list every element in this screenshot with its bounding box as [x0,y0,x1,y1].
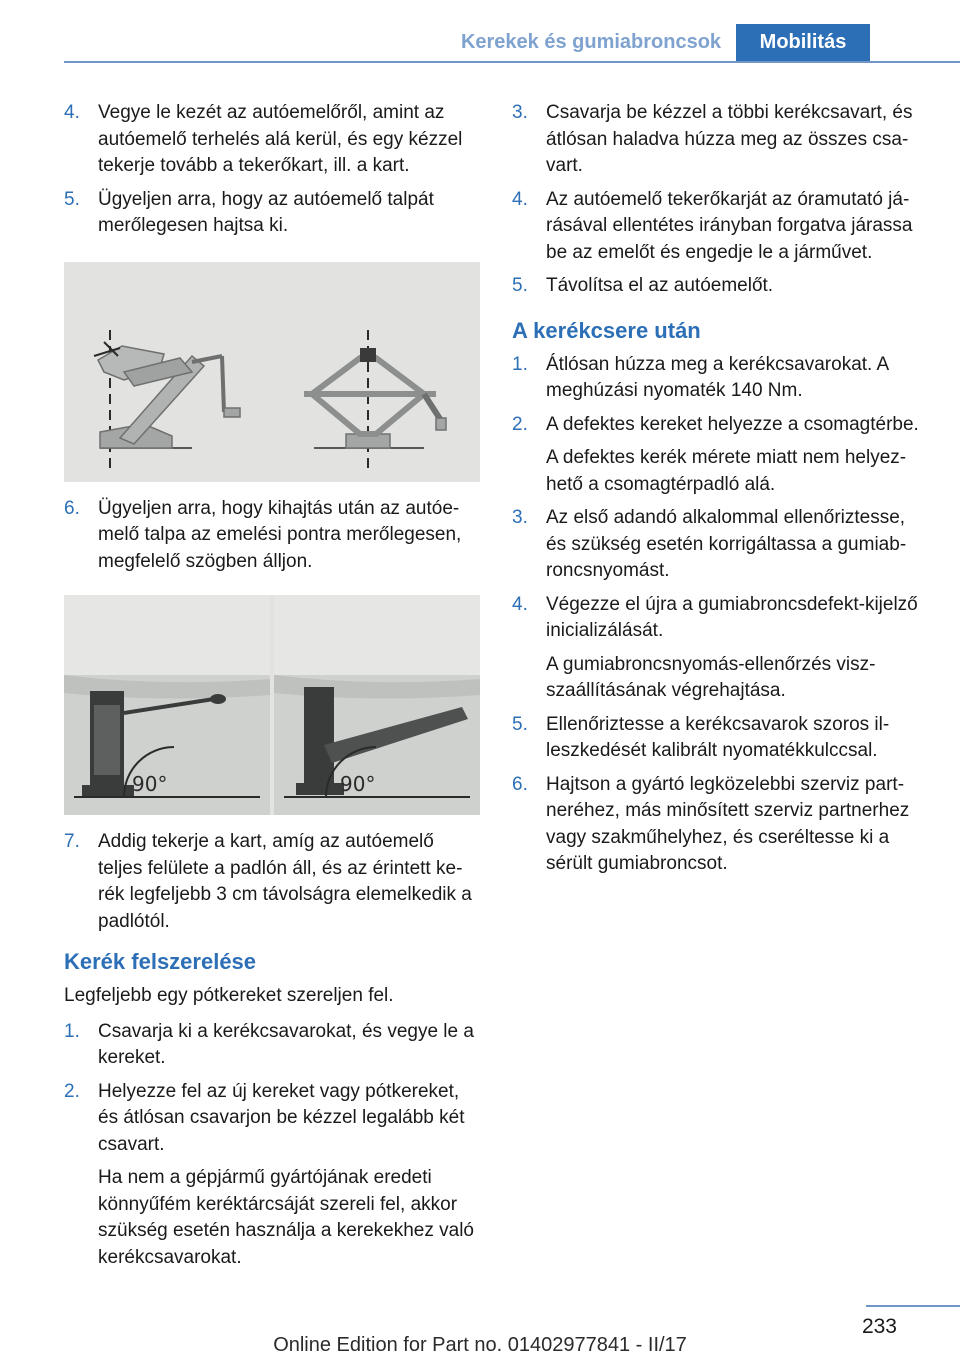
step-number: 3. [512,102,528,123]
list-item [512,412,928,499]
list-item [64,187,480,240]
step-number: 2. [512,413,528,435]
step-number: 7. [64,831,80,852]
step-number: 4. [512,593,528,615]
footer-rule [866,1305,960,1307]
list-item [512,592,928,705]
list-item [64,1019,480,1072]
step-list-b [64,496,480,576]
step-text: Vegye le kezét az autóemelőről, amint az autóemelő terhelés alá kerül, és egy kézzel tekerje tovább a tekerőkart, ill. a kart. [98,102,463,176]
step-text: Hajtson a gyártó legközelebbi szerviz partneréhez, más minősített szerviz partnerhez vagy szakműhelyhez, és cseréltesse ki a sérült gumiabroncsot. [546,773,910,874]
list-item [512,273,928,300]
list-item [512,100,928,180]
step-number: 1. [512,353,528,375]
step-text: Távolítsa el az autóemelőt. [546,275,774,296]
list-item [512,187,928,267]
list-item [64,829,480,935]
list-item [512,352,928,405]
step-number: 6. [64,497,80,519]
list-item [512,712,928,765]
step-text: Végezze el újra a gumiabroncsdefekt-kijelző inicializálását. [546,593,918,641]
section-heading: A kerékcsere után [512,317,701,343]
step-text: Ügyeljen arra, hogy az autóemelő talpát merőlegesen hajtsa ki. [98,188,434,236]
step-list-a [64,100,480,240]
step-note: Ha nem a gépjármű gyártójának eredeti könnyűfém keréktárcsáját szereli fel, akkor szükség esetén használja a kerekekhez való kerékcsavarokat. [98,1167,475,1268]
right-column [512,100,928,885]
step-text: Az első adandó alkalommal ellenőriztesse, és szükség esetén korrigáltassa a gumiabroncsnyomást. [546,507,907,581]
step-text: Addig tekerje a kart, amíg az autóemelő teljes felülete a padlón áll, és az érintett kerék legfeljebb 3 cm távolságra elemelkedik a padlótól. [98,831,472,932]
step-text: Csavarja be kézzel a többi kerékcsavart, és átlósan haladva húzza meg az összes csavart. [546,102,913,176]
step-note: A defektes kerék mérete miatt nem helyezhető a csomagtérpadló alá. [546,447,907,495]
step-list-c [64,829,480,935]
jack-foot-illustration [64,262,480,482]
step-text: Az autóemelő tekerőkarját az óramutató járásával ellentétes irányban forgatva járassa be az emelőt és engedje le a járművet. [546,188,913,263]
running-header-chapter: Mobilitás [736,24,870,61]
angle-label-right: 90° [340,772,376,796]
running-header-section: Kerekek és gumiabroncsok [460,31,722,53]
angle-label-left: 90° [132,772,168,796]
step-text: Átlósan húzza meg a kerékcsavarokat. A meghúzási nyomaték 140 Nm. [546,353,889,401]
step-list-e [512,100,928,300]
list-item [64,496,480,576]
page-number: 233 [861,1315,897,1338]
list-item [512,772,928,878]
step-number: 5. [64,188,80,210]
jack-angle-photo [64,595,480,815]
step-number: 5. [512,713,528,735]
step-text: Ellenőriztesse a kerékcsavarok szoros illeszkedését kalibrált nyomatékkulccsal. [546,713,890,761]
step-note: A gumiabroncsnyomás-ellenőrzés viszszaállításának végrehajtása. [546,653,876,701]
step-number: 1. [64,1020,80,1042]
section-intro: Legfeljebb egy pótkereket szereljen fel. [64,985,394,1006]
edition-footer: Online Edition for Part no. 01402977841 - II/17 [273,1334,687,1356]
step-number: 6. [512,773,528,795]
list-item [64,100,480,180]
step-text: Csavarja ki a kerékcsavarokat, és vegye le a kereket. [98,1020,474,1068]
step-number: 5. [512,275,528,296]
jack-illustration [64,262,480,482]
jack-angle-illustration [64,595,480,815]
step-text: Ügyeljen arra, hogy kihajtás után az autóemelő talpa az emelési pontra merőlegesen, megfelelő szögben álljon. [98,497,462,572]
step-list-d [64,1019,480,1272]
left-column [64,100,480,1278]
step-number: 4. [512,188,528,210]
step-number: 2. [64,1080,80,1102]
step-number: 3. [512,507,528,528]
step-text: A defektes kereket helyezze a csomagtérbe. [546,413,919,435]
step-text: Helyezze fel az új kereket vagy pótkereket, és átlósan csavarjon be kézzel legalább két csavart. [98,1080,465,1155]
list-item [512,505,928,585]
step-list-f [512,352,928,878]
step-number: 4. [64,102,80,123]
list-item [64,1079,480,1272]
header-rule [64,61,960,63]
section-heading: Kerék felszerelése [64,949,257,974]
